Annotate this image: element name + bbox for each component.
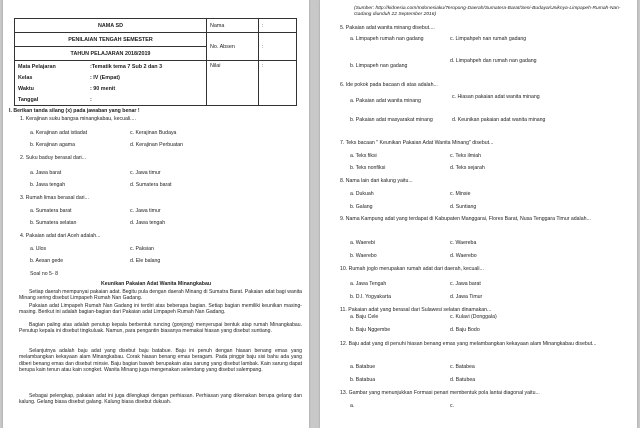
q4-option-b[interactable]: b. Aesan gede: [30, 258, 64, 264]
question-13: 13. Gambar yang menunjukkan Formasi penari membentuk pola lantai diagonal yaitu...: [340, 390, 540, 396]
nilai-field[interactable]: :: [259, 61, 297, 106]
q1-option-c[interactable]: c. Kerajinan Budaya: [130, 130, 177, 136]
nama-field[interactable]: :: [259, 19, 297, 33]
q5-option-d[interactable]: d. Limpahpeh dan rumah nan gadang: [450, 58, 537, 64]
q12-option-c[interactable]: c. Batabea: [450, 364, 475, 370]
question-8: 8. Nama lain dari kalung yaitu...: [340, 178, 413, 184]
question-11: 11. Pakaian adat yang berasal dari Sulawesi selatan dinamakan...: [340, 307, 492, 313]
story-paragraph-4: Selanjutnya adalah baju adat yang disebut baju batabue. Baju ini penuh dengan hiasan benang emas yang melambangkan kekayaan alam Minangkabau. Corak hiasan benang emas beragam. Pada pinggir baju sisi bahu ada yang diberi benang emas dan disebut minsie. Baju bagian bawah berupakain atau sarung yang disebut lambak. Kain sarung dapat berupa kain tenun atau kain songket. Wanita Minang juga mengenakan selendang yang disebut salempang.: [19, 348, 302, 374]
q5-option-c[interactable]: c. Limpahpeh nan rumah gadang: [450, 36, 527, 42]
q9-option-a[interactable]: a. Waerebi: [350, 240, 375, 246]
q12-option-d[interactable]: d. Batubea: [450, 377, 476, 383]
source-citation: (Sumber: http://kidnesia.com/Indonesiaku/Teropong-Daerah/Sumatera-Barat/Seni-Budaya/Uniknya-Limpapeh-Rumah-Nan-Gadang diunduh 22 September 2016): [354, 6, 621, 17]
nilai-label: Nilai: [207, 61, 259, 106]
q10-option-d[interactable]: d. Jawa Timur: [450, 294, 483, 300]
nama-label: Nama: [207, 19, 259, 33]
q3-option-a[interactable]: a. Sumatera barat: [30, 208, 72, 214]
waktu-value: : 90 menit: [90, 85, 116, 92]
absen-field[interactable]: :: [259, 33, 297, 61]
q6-option-b[interactable]: b. Pakaian adat masyarakat minang: [350, 117, 433, 123]
q10-option-c[interactable]: c. Jawa barat: [450, 281, 481, 287]
section-instruction: I. Berikan tanda silang (x) pada jawaban yang benar !: [9, 108, 140, 114]
q11-option-c[interactable]: c. Kulavi (Donggala): [450, 314, 497, 320]
question-10: 10. Rumah joglo merupakan rumah adat dari daerah, kecuali...: [340, 266, 484, 272]
q12-option-b[interactable]: b. Batabua: [350, 377, 376, 383]
school-year: TAHUN PELAJARAN 2018/2019: [15, 47, 207, 61]
question-9: 9. Nama Kampung adat yang terdapat di Kabupaten Manggarai, Flores Barat, Nusa Tenggara Timur adalah...: [340, 216, 591, 222]
q9-option-b[interactable]: b. Waerebo: [350, 253, 377, 259]
q8-option-d[interactable]: d. Suntiang: [450, 204, 477, 210]
q2-option-d[interactable]: d. Sumatera barat: [130, 182, 172, 188]
q11-option-a[interactable]: a. Baju Cele: [350, 314, 379, 320]
q1-option-d[interactable]: d. Kerajinan Perbuatan: [130, 142, 184, 148]
worksheet-page-1: [3, 0, 309, 428]
q8-option-c[interactable]: c. Minsie: [450, 191, 471, 197]
info-block: [15, 61, 207, 106]
q3-option-c[interactable]: c. Jawa timur: [130, 208, 161, 214]
q7-option-d[interactable]: d. Teks sejarah: [450, 165, 485, 171]
q8-option-b[interactable]: b. Galang: [350, 204, 373, 210]
question-12: 12. Baju adat yang di penuhi hiasan benang emas yang melambangkan kekayaan alam Minangkabau disebut...: [340, 341, 597, 347]
question-2: 2. Suku baduy berasal dari...: [20, 155, 87, 161]
story-title: Keunikan Pakaian Adat Wanita Minangkabau: [101, 281, 212, 287]
exam-title: PENILAIAN TENGAH SEMESTER: [15, 33, 207, 47]
absen-label: No. Absen: [207, 33, 259, 61]
q7-option-c[interactable]: c. Teks ilmiah: [450, 153, 482, 159]
q5-option-a[interactable]: a. Limpapeh rumah nan gadang: [350, 36, 424, 42]
mapel-label: Mata Pelajaran: [18, 63, 56, 70]
q7-option-b[interactable]: b. Teks nonfiksi: [350, 165, 386, 171]
q8-option-a[interactable]: a. Dukuah: [350, 191, 374, 197]
header-table: [14, 18, 297, 106]
question-5: 5. Pakaian adat wanita minang disebut....: [340, 25, 435, 31]
kelas-value: : IV (Empat): [90, 74, 120, 81]
q6-option-a[interactable]: a. Pakaian adat wanita minang: [350, 98, 421, 104]
q10-option-b[interactable]: b. D.I. Yogyakarta: [350, 294, 391, 300]
q11-option-b[interactable]: b. Baju Nggembe: [350, 327, 391, 333]
q2-option-a[interactable]: a. Jawa barat: [30, 170, 62, 176]
school-name: NAMA SD: [15, 19, 207, 33]
soal-note: Soal no 5- 8: [30, 271, 58, 277]
waktu-label: Waktu: [18, 85, 34, 92]
q5-option-b[interactable]: b. Limpapeh nan gadang: [350, 63, 408, 69]
q10-option-a[interactable]: a. Jawa Tengah: [350, 281, 387, 287]
q1-option-a[interactable]: a. Kerajinan adat istiadat: [30, 130, 88, 136]
story-paragraph-5: Sebagai pelengkap, pakaian adat ini juga dilengkapi dengan perhiasan. Perhiasan yang dikenakan berupa gelang dan kalung. Gelang biasa disebut galang. Kalung biasa disebut dukuah.: [19, 393, 302, 406]
question-1: 1. Kerajinan suku bangsa minangkabau, kecuali....: [20, 116, 136, 122]
story-paragraph-2: Pakaian adat Limpapeh Rumah Nan Gadang ini terdiri atas beberapa bagian. Setiap bagian memiliki keunikan masing-masing. Berikut ini adalah bagian-bagian dari Pakaian adat Limpapeh Rumah Nan Gadang.: [19, 303, 302, 316]
tanggal-label: Tanggal: [18, 96, 39, 103]
worksheet-page-2: [320, 0, 637, 428]
q7-option-a[interactable]: a. Teks fiksi: [350, 153, 377, 159]
question-4: 4. Pakaian adat dari Aceh adalah...: [20, 233, 101, 239]
question-7: 7. Teks bacaan " Keunikan Pakaian Adat Wanita Minang" disebut...: [340, 140, 494, 146]
q3-option-b[interactable]: b. Sumatera selatan: [30, 220, 77, 226]
q2-option-c[interactable]: c. Jawa timur: [130, 170, 161, 176]
story-paragraph-1: Setiap daerah mempunyai pakaian adat. Begitu pula dengan daerah Minang di Sumatra Barat. Pakaian adat bagi wanita Minang sering disebut Limpapeh Rumah Nan Gadang.: [19, 289, 302, 302]
q13-option-a[interactable]: a.: [350, 403, 355, 409]
q11-option-d[interactable]: d. Baju Bodo: [450, 327, 480, 333]
tanggal-value[interactable]: :: [90, 96, 92, 103]
q4-option-d[interactable]: d. Ele balang: [130, 258, 161, 264]
q6-option-d[interactable]: d. Keunikan pakaian adat wanita minang: [452, 117, 546, 123]
q1-option-b[interactable]: b. Kerajinan agama: [30, 142, 75, 148]
q4-option-a[interactable]: a. Ulos: [30, 246, 47, 252]
q13-option-c[interactable]: c.: [450, 403, 455, 409]
q9-option-c[interactable]: c. Waereba: [450, 240, 477, 246]
q2-option-b[interactable]: b. Jawa tengah: [30, 182, 66, 188]
q6-option-c[interactable]: c. Hiasan pakaian adat wanita minang: [452, 94, 540, 100]
mapel-value: :Tematik tema 7 Sub 2 dan 3: [90, 63, 163, 70]
q4-option-c[interactable]: c. Paksian: [130, 246, 154, 252]
question-3: 3. Rumah limas berasal dari...: [20, 195, 89, 201]
story-paragraph-3: Bagian paling atas adalah penutup kepala berbentuk runcing (gonjong) menyerupai bentuk atap rumah Minangkabau. Penutup kepala ini disebut tingkuluak. Namun, para pengantin biasanya memakai hiasan yang disebut suntiang.: [19, 322, 302, 335]
kelas-label: Kelas: [18, 74, 33, 81]
q12-option-a[interactable]: a. Batabue: [350, 364, 376, 370]
q3-option-d[interactable]: d. Jawa tengah: [130, 220, 166, 226]
q9-option-d[interactable]: d. Waerebo: [450, 253, 477, 259]
question-6: 6. Ide pokok pada bacaan di atas adalah...: [340, 82, 438, 88]
